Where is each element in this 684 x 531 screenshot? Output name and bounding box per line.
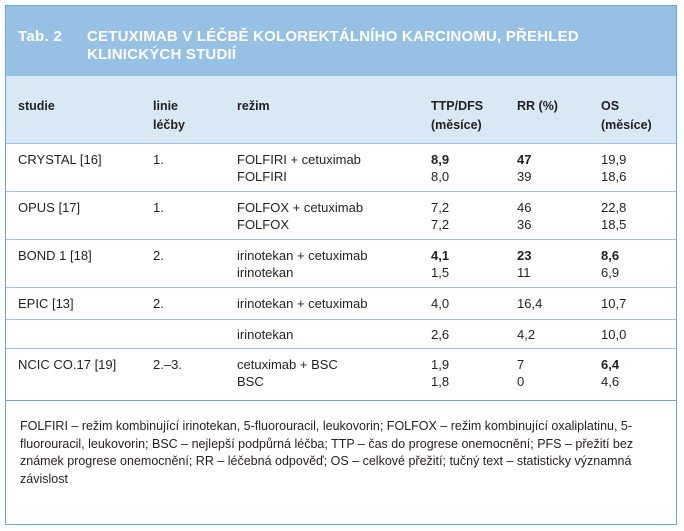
cell-ttp: 8,9	[431, 152, 450, 167]
title-bar	[6, 6, 676, 76]
table-title: CETUXIMAB V LÉČBĚ KOLOREKTÁLNÍHO KARCINOMU, PŘEHLED KLINICKÝCH STUDIÍ	[87, 28, 579, 63]
cell-linie: 1.	[153, 200, 164, 215]
cell-os: 4,6	[601, 374, 620, 389]
cell-rr: 11	[517, 265, 531, 280]
table-frame	[5, 5, 677, 525]
cell-rezim: FOLFIRI	[237, 169, 287, 184]
cell-rr: 36	[517, 217, 532, 232]
table-footnote: FOLFIRI – režim kombinující irinotekan, 5-fluorouracil, leukovorin; FOLFOX – režim kombinující oxaliplatinu, 5-fluorouracil, leukovorin; BSC – nejlepší podpůrná léčba; TTP – čas do progrese onemocnění; PFS – přežití bez známek progrese onemocnění; RR – léčebná odpověď; OS – celkové přežití; tučný text – statisticky významná závislost	[20, 419, 634, 486]
cell-rezim: BSC	[237, 374, 264, 389]
cell-rezim: irinotekan + cetuximab	[237, 248, 368, 263]
header-os	[601, 97, 652, 135]
cell-rr: 47	[517, 152, 532, 167]
cell-rezim: cetuximab + BSC	[237, 357, 338, 372]
cell-rr: 0	[517, 374, 525, 389]
cell-os: 8,6	[601, 248, 620, 263]
cell-rezim: irinotekan + cetuximab	[237, 296, 368, 311]
row-divider	[6, 348, 676, 349]
cell-rezim: FOLFOX	[237, 217, 290, 232]
cell-os: 18,6	[601, 169, 627, 184]
header-ttp-line2: (měsíce)	[431, 118, 482, 132]
header-linie-line2: léčby	[153, 118, 185, 132]
row-divider	[6, 287, 676, 288]
row-divider	[6, 319, 676, 320]
header-linie	[153, 97, 185, 135]
header-rezim: režim	[237, 99, 270, 113]
cell-studie: BOND 1 [18]	[18, 248, 92, 263]
cell-ttp: 7,2	[431, 217, 450, 232]
cell-os: 18,5	[601, 217, 627, 232]
cell-ttp: 8,0	[431, 169, 450, 184]
header-ttp-line1: TTP/DFS	[431, 99, 484, 113]
cell-rr: 4,2	[517, 327, 536, 342]
cell-os: 6,4	[601, 357, 620, 372]
cell-rr: 39	[517, 169, 532, 184]
cell-studie: EPIC [13]	[18, 296, 74, 311]
cell-os: 10,0	[601, 327, 627, 342]
cell-studie: OPUS [17]	[18, 200, 81, 215]
row-divider	[6, 143, 676, 144]
header-linie-line1: linie	[153, 99, 179, 113]
header-studie: studie	[18, 99, 55, 113]
cell-linie: 2.	[153, 248, 164, 263]
row-divider	[6, 239, 676, 240]
table-number: Tab. 2	[18, 28, 63, 45]
cell-ttp: 4,0	[431, 296, 450, 311]
row-divider	[6, 191, 676, 192]
cell-rr: 23	[517, 248, 532, 263]
cell-ttp: 4,1	[431, 248, 450, 263]
cell-ttp: 2,6	[431, 327, 450, 342]
cell-rr: 16,4	[517, 296, 543, 311]
cell-ttp: 7,2	[431, 200, 450, 215]
cell-ttp: 1,9	[431, 357, 450, 372]
cell-studie: CRYSTAL [16]	[18, 152, 102, 167]
cell-os: 10,7	[601, 296, 627, 311]
table-bottom-rule	[6, 400, 676, 401]
cell-rezim: irinotekan	[237, 265, 294, 280]
cell-os: 6,9	[601, 265, 620, 280]
cell-studie: NCIC CO.17 [19]	[18, 357, 117, 372]
cell-rr: 46	[517, 200, 532, 215]
cell-os: 22,8	[601, 200, 627, 215]
header-os-line2: (měsíce)	[601, 118, 652, 132]
cell-linie: 1.	[153, 152, 164, 167]
cell-rezim: irinotekan	[237, 327, 294, 342]
cell-linie: 2.–3.	[153, 357, 182, 372]
header-rr: RR (%)	[517, 99, 558, 113]
cell-ttp: 1,5	[431, 265, 450, 280]
cell-os: 19,9	[601, 152, 627, 167]
header-os-line1: OS	[601, 99, 620, 113]
cell-rezim: FOLFIRI + cetuximab	[237, 152, 361, 167]
cell-rr: 7	[517, 357, 525, 372]
cell-rezim: FOLFOX + cetuximab	[237, 200, 364, 215]
cell-ttp: 1,8	[431, 374, 450, 389]
cell-linie: 2.	[153, 296, 164, 311]
header-row	[6, 76, 676, 143]
header-ttp	[431, 97, 483, 135]
